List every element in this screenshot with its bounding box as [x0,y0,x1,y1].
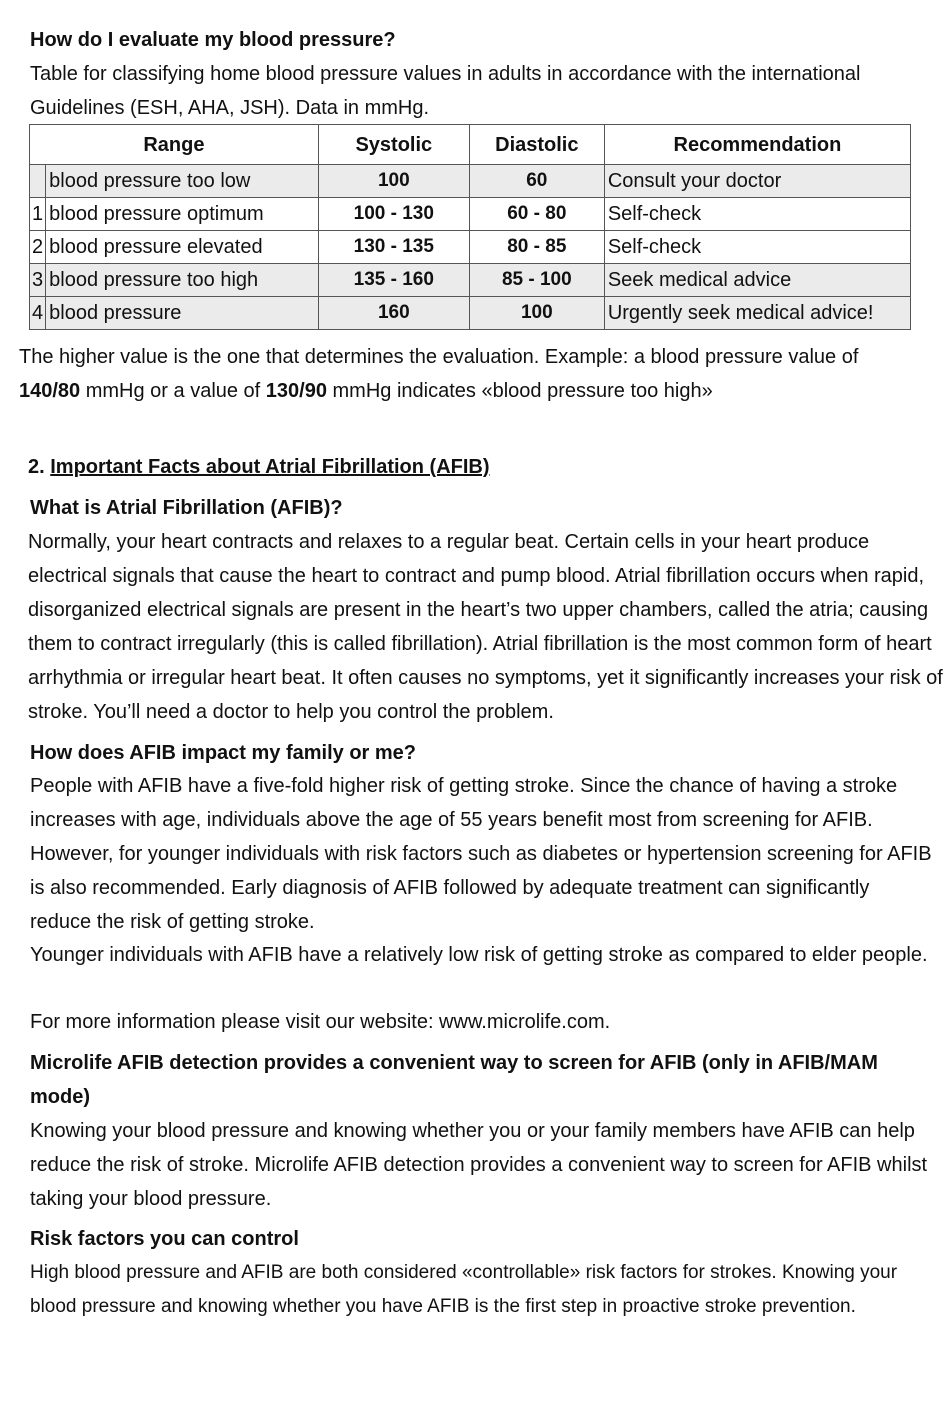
note-part-1: The higher value is the one that determines the evaluation. Example: a blood pressure value of [19,346,859,368]
section-title-text: Important Facts about Atrial Fibrillation (AFIB) [50,456,490,478]
row-number: 2 [30,231,46,264]
table-row [30,264,911,297]
afib-paragraph-risk: High blood pressure and AFIB are both considered «controllable» risk factors for strokes. Knowing your blood pressure and knowing whether you have AFIB is the first step in proactive stroke prevention. [30,1262,898,1317]
afib-paragraph-2: People with AFIB have a five-fold higher risk of getting stroke. Since the chance of having a stroke increases with age, individuals above the age of 55 years benefit most from screening for AFIB. However, for younger individuals with risk factors such as diabetes or hypertension screening for AFIB is also recommended. Early diagnosis of AFIB followed by adequate treatment can significantly reduce the risk of getting stroke. [30,775,932,933]
section-number: 2. [28,456,51,478]
note-part-2: mmHg or a value of [80,380,266,402]
row-recommendation: Self-check [604,231,910,264]
bp-evaluation-note [19,340,934,408]
row-diastolic: 80 - 85 [469,231,604,264]
row-recommendation: Self-check [604,198,910,231]
row-range: blood pressure too high [46,264,319,297]
header-systolic: Systolic [318,125,469,165]
table-row [30,165,911,198]
afib-question-2: How does AFIB impact my family or me? [30,742,417,764]
table-row [30,297,911,330]
row-diastolic: 85 - 100 [469,264,604,297]
bp-classification-table [29,124,911,330]
afib-question-1: What is Atrial Fibrillation (AFIB)? [30,497,343,519]
row-diastolic: 60 - 80 [469,198,604,231]
row-systolic: 130 - 135 [318,231,469,264]
row-systolic: 160 [318,297,469,330]
row-range: blood pressure too low [46,165,319,198]
row-diastolic: 60 [469,165,604,198]
row-range: blood pressure optimum [46,198,319,231]
row-systolic: 100 - 130 [318,198,469,231]
afib-paragraph-1: Normally, your heart contracts and relaxes to a regular beat. Certain cells in your heart produce electrical signals that cause the heart to contract and pump blood. Atrial fibrillation occurs when rapid, disorganized electrical signals are present in the heart’s two upper chambers, called the atria; causing them to contract irregularly (this is called fibrillation). Atrial fibrillation is the most common form of heart arrhythmia or irregular heart beat. It often causes no symptoms, yet it significantly increases your risk of stroke. You’ll need a doctor to help you control the problem. [28,531,943,723]
row-range: blood pressure elevated [46,231,319,264]
header-range: Range [30,125,319,165]
row-number: 3 [30,264,46,297]
row-recommendation: Consult your doctor [604,165,910,198]
afib-paragraph-3: Younger individuals with AFIB have a relatively low risk of getting stroke as compared to elder people. [30,944,928,966]
row-systolic: 135 - 160 [318,264,469,297]
afib-section-title [28,450,933,484]
bp-intro-text: Table for classifying home blood pressure values in adults in accordance with the international Guidelines (ESH, AHA, JSH). Data in mmHg. [30,63,861,119]
row-number: 1 [30,198,46,231]
table-header-row [30,125,911,165]
afib-paragraph-website: For more information please visit our website: www.microlife.com. [30,1011,611,1033]
note-example-2: 130/90 [265,380,327,402]
row-diastolic: 100 [469,297,604,330]
row-number: 4 [30,297,46,330]
note-example-1: 140/80 [19,380,81,402]
afib-question-3: Microlife AFIB detection provides a convenient way to screen for AFIB (only in AFIB/MAM mode) [30,1052,878,1108]
note-part-3: mmHg indicates «blood pressure too high» [326,380,713,402]
table-row [30,198,911,231]
table-row [30,231,911,264]
row-range: blood pressure [46,297,319,330]
afib-question-4: Risk factors you can control [30,1228,299,1250]
row-recommendation: Seek medical advice [604,264,910,297]
header-diastolic: Diastolic [469,125,604,165]
afib-paragraph-detection: Knowing your blood pressure and knowing whether you or your family members have AFIB can help reduce the risk of stroke. Microlife AFIB detection provides a convenient way to screen for AFIB whilst taking your blood pressure. [30,1120,928,1210]
row-number [30,165,46,198]
bp-question-heading: How do I evaluate my blood pressure? [30,29,396,51]
header-recommendation: Recommendation [604,125,910,165]
row-recommendation: Urgently seek medical advice! [604,297,910,330]
row-systolic: 100 [318,165,469,198]
